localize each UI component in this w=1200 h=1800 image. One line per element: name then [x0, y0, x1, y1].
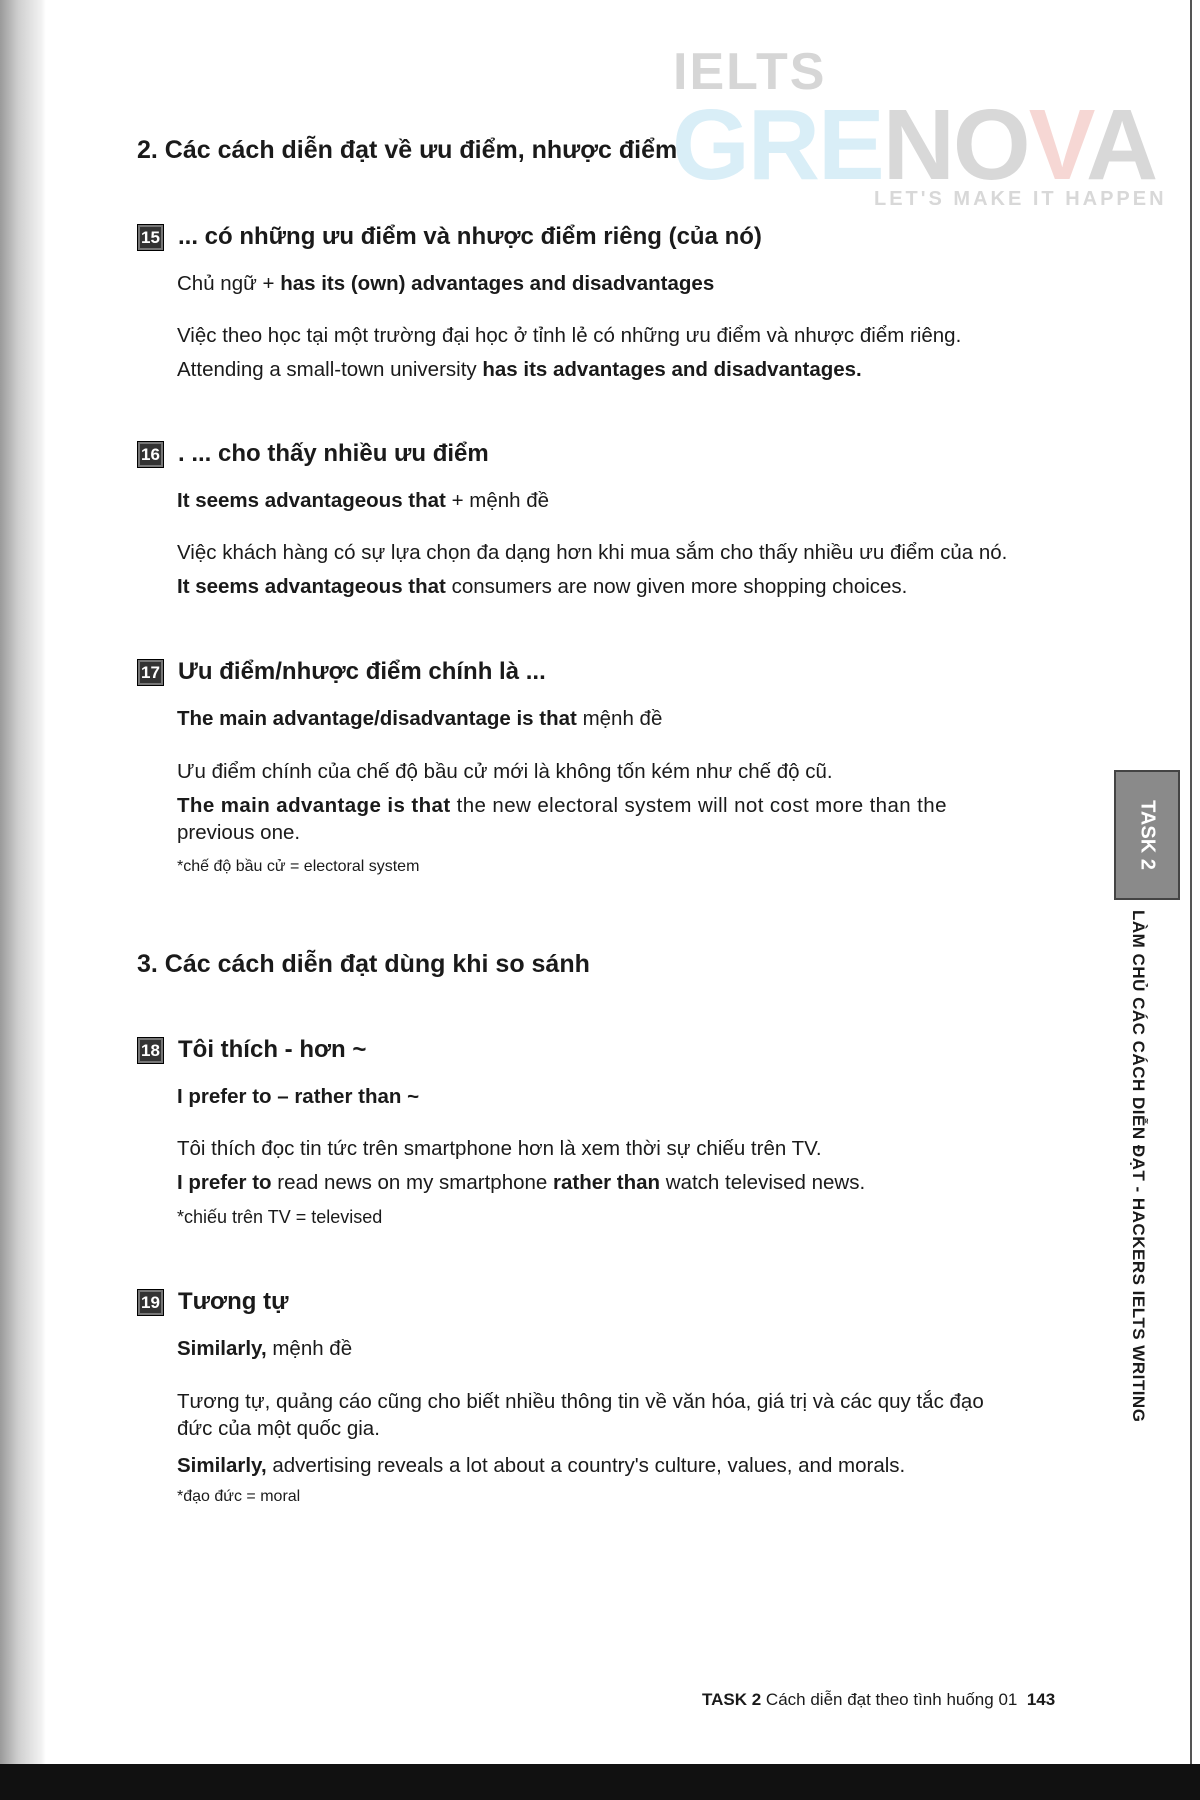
watermark-ielts: IELTS [673, 43, 827, 101]
example-en-cont: previous one. [177, 821, 301, 844]
scan-bottom-edge [0, 1764, 1200, 1800]
vocab-note: *đạo đức = moral [177, 1488, 301, 1505]
example-en: I prefer to read news on my smartphone rather than watch televised news. [177, 1171, 866, 1194]
page-number: 143 [1026, 1690, 1056, 1709]
example-en: Attending a small-town university has its advantages and disadvantages. [177, 358, 862, 381]
vocab-note: *chiếu trên TV = televised [177, 1207, 383, 1227]
formula: Chủ ngữ + has its (own) advantages and disadvantages [177, 272, 715, 295]
section-title: 2. Các cách diễn đạt về ưu điểm, nhược điểm [137, 136, 678, 164]
side-tab-task2: TASK 2 [1114, 770, 1180, 900]
example-vi: Việc theo học tại một trường đại học ở tỉnh lẻ có những ưu điểm và nhược điểm riêng. [177, 324, 962, 347]
page-gutter-shadow [0, 0, 46, 1800]
example-vi: Tôi thích đọc tin tức trên smartphone hơn là xem thời sự chiếu trên TV. [177, 1137, 822, 1160]
item-heading: 15 ... có những ưu điểm và nhược điểm riêng (của nó) [137, 223, 762, 251]
example-vi: Ưu điểm chính của chế độ bầu cử mới là không tốn kém như chế độ cũ. [177, 760, 833, 783]
formula: The main advantage/disadvantage is that mệnh đề [177, 707, 663, 730]
item-heading: 19 Tương tự [137, 1288, 288, 1316]
item-heading: 18 Tôi thích - hơn ~ [137, 1036, 366, 1064]
item-number-badge: 15 [137, 224, 164, 251]
formula: It seems advantageous that + mệnh đề [177, 489, 550, 512]
example-en: The main advantage is that the new electoral system will not cost more than the [177, 794, 947, 817]
watermark-logo: GRENOVA [672, 89, 1157, 201]
formula: I prefer to – rather than ~ [177, 1085, 420, 1108]
item-number-badge: 16 [137, 441, 164, 468]
vocab-note: *chế độ bầu cử = electoral system [177, 858, 420, 875]
section-title: 3. Các cách diễn đạt dùng khi so sánh [137, 950, 590, 978]
item-number-badge: 17 [137, 659, 164, 686]
watermark-tagline: LET'S MAKE IT HAPPEN [874, 188, 1167, 210]
item-number-badge: 19 [137, 1289, 164, 1316]
example-vi: Việc khách hàng có sự lựa chọn đa dạng hơn khi mua sắm cho thấy nhiều ưu điểm của nó. [177, 541, 1008, 564]
page-edge [1190, 0, 1192, 1770]
item-number-badge: 18 [137, 1037, 164, 1064]
example-en: Similarly, advertising reveals a lot about a country's culture, values, and morals. [177, 1454, 906, 1477]
formula: Similarly, mệnh đề [177, 1337, 353, 1360]
example-vi-cont: đức của một quốc gia. [177, 1417, 380, 1440]
item-heading: 16 . ... cho thấy nhiều ưu điểm [137, 440, 489, 468]
item-heading: 17 Ưu điểm/nhược điểm chính là ... [137, 658, 546, 686]
example-vi: Tương tự, quảng cáo cũng cho biết nhiều thông tin về văn hóa, giá trị và các quy tắc đạo [177, 1390, 984, 1413]
page-footer: TASK 2 Cách diễn đạt theo tình huống 01 143 [702, 1690, 1056, 1709]
example-en: It seems advantageous that consumers are now given more shopping choices. [177, 575, 908, 598]
